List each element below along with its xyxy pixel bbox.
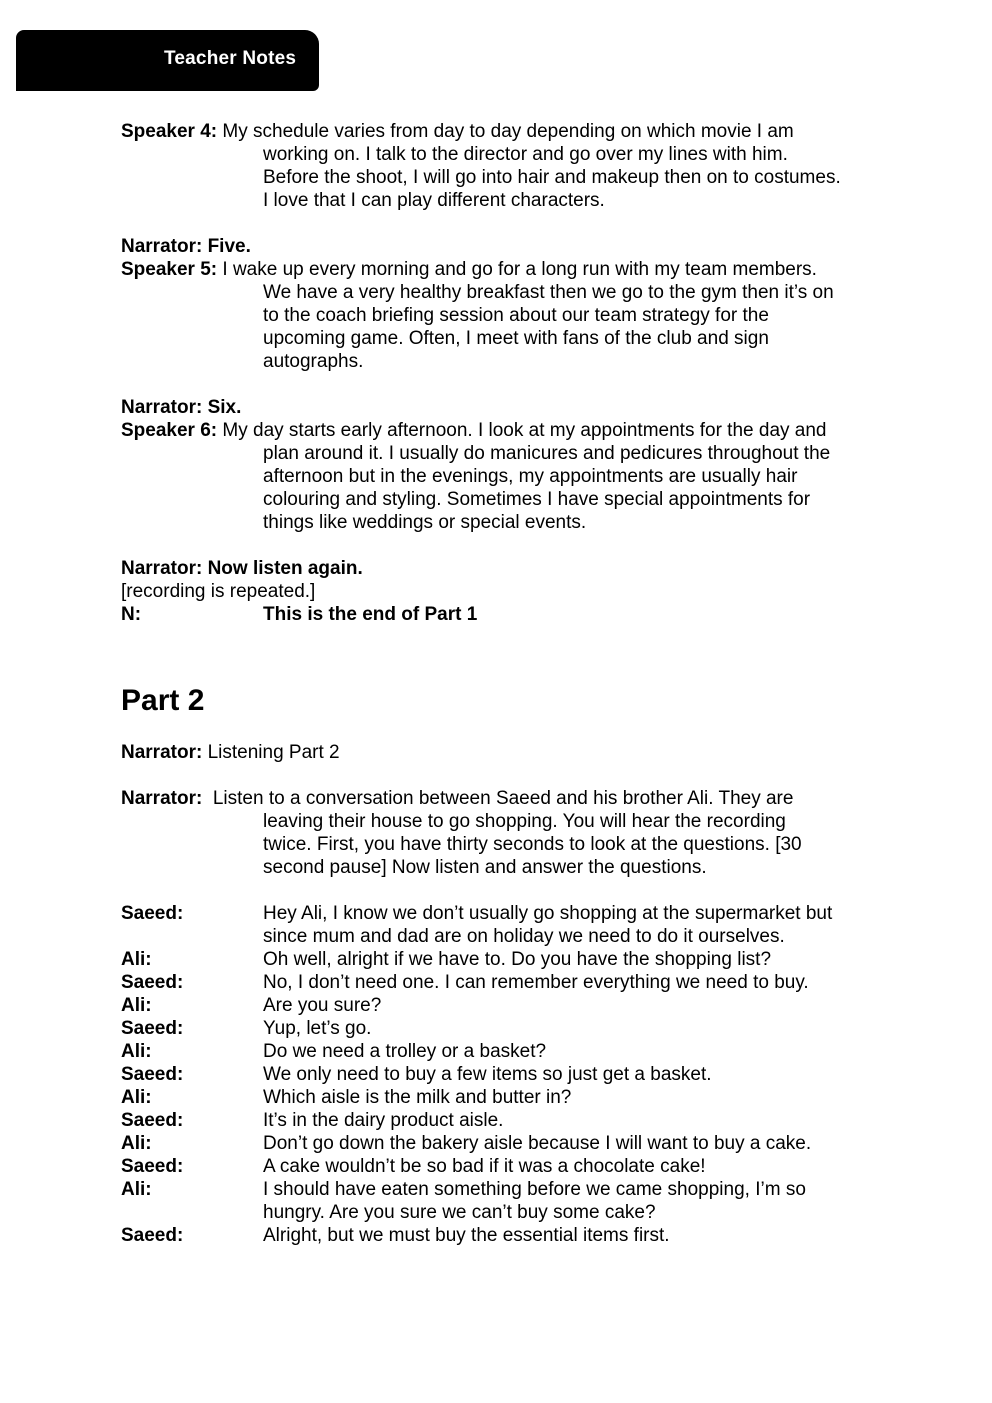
dialogue-speaker: Saeed:: [121, 972, 184, 993]
dialogue: [121, 902, 901, 1247]
end-part-1-row: [121, 603, 901, 626]
dialogue-speaker: Saeed:: [121, 1156, 184, 1177]
dialogue-line: We only need to buy a few items so just get a basket.: [263, 1064, 712, 1085]
dialogue-speaker: Saeed:: [121, 1018, 184, 1039]
dialogue-row: [121, 971, 901, 994]
speaker-5-line: We have a very healthy breakfast then we go to the gym then it’s on: [263, 282, 834, 303]
dialogue-row: [121, 1132, 901, 1155]
speaker-6-text: My day starts early afternoon. I look at my appointments for the day and: [217, 420, 827, 441]
dialogue-speaker: Ali:: [121, 1133, 152, 1154]
dialogue-row: [121, 1086, 901, 1109]
dialogue-speaker: Saeed:: [121, 1064, 184, 1085]
narrator-six: Narrator: Six.: [121, 397, 242, 418]
part-1-end-block: [121, 557, 901, 626]
dialogue-speaker: Ali:: [121, 1179, 152, 1200]
part-2-narrator-first-line: [121, 787, 901, 810]
speaker-5-block: [121, 235, 901, 373]
narrator-five: Narrator: Five.: [121, 236, 251, 257]
dialogue-row: [121, 1040, 901, 1063]
dialogue-speaker: Saeed:: [121, 903, 184, 924]
speaker-4-line: working on. I talk to the director and go over my lines with him.: [263, 144, 788, 165]
speaker-6-line: things like weddings or special events.: [263, 512, 587, 533]
dialogue-row: [121, 902, 901, 948]
dialogue-line: since mum and dad are on holiday we need to do it ourselves.: [263, 926, 785, 947]
document-body: [121, 120, 901, 1247]
speaker-4-text: My schedule varies from day to day depending on which movie I am: [217, 121, 794, 142]
dialogue-text: [263, 902, 901, 948]
speaker-4-block: [121, 120, 901, 212]
speaker-4-line: Before the shoot, I will go into hair and makeup then on to costumes.: [263, 167, 841, 188]
header-label: Teacher Notes: [164, 48, 297, 69]
part-2-narrator-block: [121, 787, 901, 879]
recording-repeated-note: [recording is repeated.]: [121, 581, 316, 602]
speaker-5-first-line: [121, 258, 901, 281]
dialogue-row: [121, 1155, 901, 1178]
dialogue-line: Don’t go down the bakery aisle because I will want to buy a cake.: [263, 1133, 812, 1154]
part-2-narrator-line: leaving their house to go shopping. You will hear the recording: [263, 811, 786, 832]
dialogue-line: Oh well, alright if we have to. Do you have the shopping list?: [263, 949, 772, 970]
end-part-1-text: This is the end of Part 1: [263, 604, 478, 625]
dialogue-line: Alright, but we must buy the essential items first.: [263, 1225, 670, 1246]
speaker-6-first-line: [121, 419, 901, 442]
part-2-intro: [121, 741, 901, 764]
part-2-intro-label: Narrator:: [121, 742, 203, 763]
dialogue-row: [121, 1063, 901, 1086]
dialogue-speaker: Saeed:: [121, 1225, 184, 1246]
part-2-intro-line: [121, 741, 901, 764]
speaker-5-line: upcoming game. Often, I meet with fans of the club and sign: [263, 328, 769, 349]
dialogue-line: I should have eaten something before we came shopping, I’m so: [263, 1179, 806, 1200]
speaker-6-line: colouring and styling. Sometimes I have special appointments for: [263, 489, 811, 510]
dialogue-row: [121, 1224, 901, 1247]
speaker-5-label: Speaker 5:: [121, 259, 218, 280]
speaker-6-line: plan around it. I usually do manicures and pedicures throughout the: [263, 443, 831, 464]
speaker-6-label: Speaker 6:: [121, 420, 218, 441]
narrator-listen-again: Narrator: Now listen again.: [121, 558, 363, 579]
part-2-narrator-line: second pause] Now listen and answer the questions.: [263, 857, 707, 878]
part-2-heading: Part 2: [121, 684, 205, 717]
dialogue-speaker: Ali:: [121, 1087, 152, 1108]
speaker-5-text: I wake up every morning and go for a long run with my team members.: [217, 259, 817, 280]
dialogue-speaker: Ali:: [121, 1041, 152, 1062]
speaker-4-line: I love that I can play different characters.: [263, 190, 605, 211]
dialogue-line: No, I don’t need one. I can remember everything we need to buy.: [263, 972, 809, 993]
dialogue-line: Do we need a trolley or a basket?: [263, 1041, 547, 1062]
dialogue-line: A cake wouldn’t be so bad if it was a chocolate cake!: [263, 1156, 706, 1177]
dialogue-line: Which aisle is the milk and butter in?: [263, 1087, 572, 1108]
dialogue-row: [121, 1178, 901, 1224]
dialogue-line: hungry. Are you sure we can’t buy some cake?: [263, 1202, 656, 1223]
dialogue-text: [263, 1178, 901, 1224]
dialogue-line: Yup, let’s go.: [263, 1018, 372, 1039]
dialogue-row: [121, 948, 901, 971]
dialogue-row: [121, 994, 901, 1017]
dialogue-speaker: Ali:: [121, 995, 152, 1016]
speaker-5-line: autographs.: [263, 351, 364, 372]
part-2-narrator-label: Narrator:: [121, 788, 203, 809]
part-2-intro-text: Listening Part 2: [202, 742, 340, 763]
dialogue-speaker: Ali:: [121, 949, 152, 970]
dialogue-row: [121, 1017, 901, 1040]
speaker-6-block: [121, 396, 901, 534]
dialogue-line: Are you sure?: [263, 995, 382, 1016]
dialogue-row: [121, 1109, 901, 1132]
speaker-4-label: Speaker 4:: [121, 121, 218, 142]
end-part-1-speaker: N:: [121, 604, 142, 625]
header-tab: [16, 30, 319, 91]
speaker-6-line: afternoon but in the evenings, my appointments are usually hair: [263, 466, 798, 487]
dialogue-line: It’s in the dairy product aisle.: [263, 1110, 504, 1131]
part-2-narrator-line: twice. First, you have thirty seconds to look at the questions. [30: [263, 834, 802, 855]
speaker-5-line: to the coach briefing session about our team strategy for the: [263, 305, 769, 326]
dialogue-speaker: Saeed:: [121, 1110, 184, 1131]
dialogue-line: Hey Ali, I know we don’t usually go shopping at the supermarket but: [263, 903, 833, 924]
part-2-narrator-text: Listen to a conversation between Saeed and his brother Ali. They are: [202, 788, 794, 809]
speaker-4-first-line: [121, 120, 901, 143]
